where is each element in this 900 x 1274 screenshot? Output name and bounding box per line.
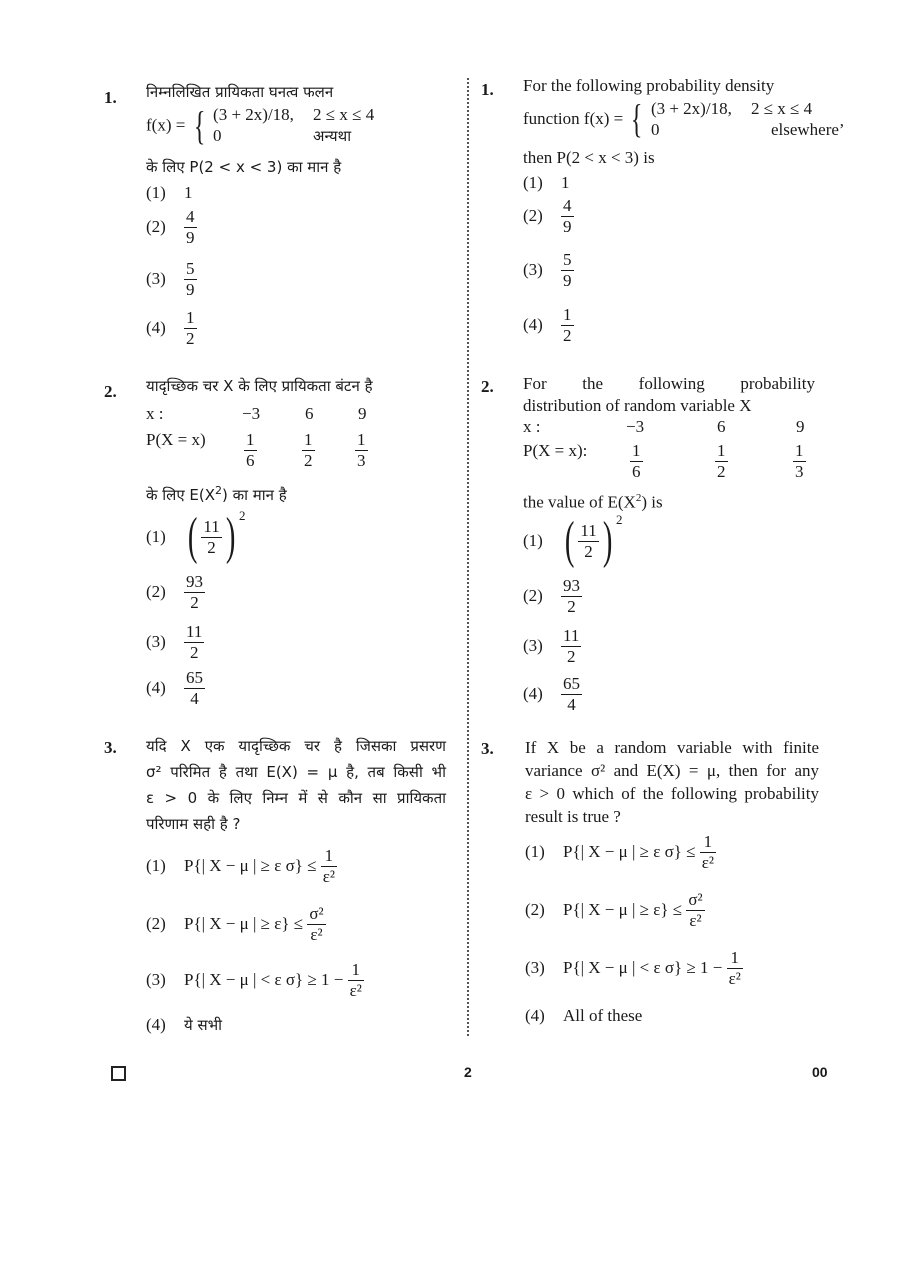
denominator: 2 (563, 325, 572, 345)
question-ask (523, 492, 663, 513)
denominator: 2 (304, 450, 313, 470)
exponent: 2 (616, 512, 623, 527)
case-expression: 0 (213, 126, 222, 145)
option-label: (2) (523, 206, 543, 226)
numerator: 11 (580, 520, 597, 540)
x-value: −3 (626, 417, 645, 436)
case-expression: (3 + 2x)/18, (213, 105, 294, 124)
denominator: ε² (701, 852, 715, 872)
denominator: 3 (357, 450, 366, 470)
question-number: 1. (481, 80, 494, 99)
denominator: ε² (728, 968, 741, 988)
option-expression: P{| X − μ | ≥ ε} ≤ (563, 900, 683, 920)
option-label: (1) (146, 183, 166, 202)
denominator: 2 (186, 328, 195, 348)
option-label: (3) (146, 970, 166, 990)
numerator: 1 (186, 308, 195, 327)
option-label: (1) (146, 527, 166, 546)
denominator: 2 (561, 646, 581, 667)
question-line: यदि X एक यादृच्छिक चर है जिसका प्रसरण (146, 737, 446, 755)
option-2 (146, 572, 205, 612)
option-label: (3) (146, 269, 166, 289)
numerator: 1 (730, 948, 739, 967)
denominator: 2 (184, 592, 205, 613)
left-paren-icon: ( (187, 508, 198, 565)
denominator: 2 (201, 537, 221, 558)
question-ask (146, 484, 287, 505)
question-line: ε > 0 which of the following probability (525, 784, 819, 803)
numerator: 93 (186, 572, 203, 591)
denominator: 3 (795, 461, 804, 481)
question-line: परिणाम सही है ? (146, 815, 241, 833)
exponent: 2 (215, 484, 223, 497)
denominator: ε² (322, 866, 336, 886)
denominator: 4 (184, 688, 205, 709)
option-3 (523, 626, 581, 666)
option-expression: P{| X − μ | < ε σ} ≥ 1 − (184, 970, 344, 990)
denominator: 2 (561, 596, 582, 617)
numerator: 1 (795, 441, 804, 460)
denominator: ε² (686, 910, 704, 931)
option-4 (523, 305, 574, 345)
numerator: 11 (186, 622, 203, 641)
option-4 (523, 674, 582, 714)
function-label: f(x) = (146, 115, 186, 135)
question-number: 1. (104, 88, 117, 107)
case-expression: 0 (650, 120, 660, 139)
numerator: 11 (563, 626, 580, 645)
question-ask: के लिए P(2 < x < 3) का मान है (146, 158, 342, 176)
question-text (146, 733, 446, 837)
function-label: function f(x) = (523, 109, 624, 128)
denominator: 6 (246, 450, 255, 470)
option-1 (525, 832, 716, 872)
option-label: (4) (146, 1015, 166, 1034)
probability-value (244, 430, 257, 470)
denominator: 9 (186, 227, 195, 247)
question-text (525, 736, 819, 828)
denominator: ε² (349, 980, 362, 1000)
probability-value (355, 430, 368, 470)
probability-value (302, 430, 315, 470)
denominator: ε² (307, 924, 325, 945)
question-text: निम्नलिखित प्रायिकता घनत्व फलन (146, 83, 334, 101)
question-line: If X be a random variable with finite (525, 738, 819, 757)
numerator: 65 (186, 668, 203, 687)
numerator: 1 (304, 430, 313, 449)
option-3 (146, 259, 197, 299)
question-text: यादृच्छिक चर X के लिए प्रायिकता बंटन है (146, 377, 373, 395)
probability-value (630, 441, 643, 481)
probability-value (793, 441, 806, 481)
denominator: 4 (561, 694, 582, 715)
option-2 (523, 576, 582, 616)
numerator: 93 (563, 576, 580, 595)
page-number: 2 (464, 1064, 472, 1080)
option-label: (1) (146, 856, 166, 876)
denominator: 2 (578, 541, 598, 562)
option-3 (146, 622, 204, 662)
ask-text: के लिए E(X (146, 486, 216, 504)
option-label: (4) (523, 315, 543, 335)
numerator: 1 (717, 441, 726, 460)
option-4 (146, 668, 205, 708)
denominator: 9 (563, 270, 572, 290)
numerator: 4 (186, 207, 195, 226)
option-label: (4) (146, 678, 166, 698)
numerator: 5 (563, 250, 572, 269)
numerator: 1 (563, 305, 572, 324)
option-value: All of these (563, 1006, 643, 1025)
booklet-code: 00 (812, 1064, 828, 1080)
option-1 (146, 183, 193, 203)
option-2 (523, 196, 574, 236)
numerator: 4 (563, 196, 572, 215)
option-value: ये सभी (184, 1016, 223, 1034)
pdf-definition (523, 98, 845, 140)
numerator: σ² (688, 890, 703, 909)
option-2 (525, 890, 705, 930)
numerator: 65 (563, 674, 580, 693)
question-ask: then P(2 < x < 3) is (523, 148, 655, 167)
question-line: ε > 0 के लिए निम्न में से कौन सा प्रायिकता (146, 789, 446, 807)
case-condition: 2 ≤ x ≤ 4 (750, 99, 813, 118)
option-label: (2) (146, 217, 166, 237)
option-label: (3) (523, 636, 543, 656)
option-2 (146, 207, 197, 247)
numerator: 1 (246, 430, 255, 449)
pdf-definition (146, 104, 374, 147)
left-paren-icon: ( (564, 512, 575, 569)
question-text: distribution of random variable X (523, 396, 752, 415)
option-3 (523, 250, 574, 290)
case-expression: (3 + 2x)/18, (650, 99, 732, 118)
option-label: (4) (146, 318, 166, 338)
ask-text: ) का मान है (222, 486, 287, 504)
option-expression: P{| X − μ | ≥ ε σ} ≤ (184, 856, 317, 876)
probability-label: P(X = x) (146, 430, 206, 449)
square-marker-icon (111, 1066, 126, 1081)
option-label: (2) (146, 582, 166, 602)
option-expression: P{| X − μ | ≥ ε} ≤ (184, 914, 304, 934)
brace-icon: { (193, 102, 205, 148)
option-label: (2) (523, 586, 543, 606)
right-paren-icon: ) (225, 508, 236, 565)
option-value: 1 (561, 173, 570, 192)
option-4 (146, 1015, 222, 1035)
case-condition: elsewhere’ (770, 120, 845, 139)
option-4 (146, 308, 197, 348)
option-expression: P{| X − μ | < ε σ} ≥ 1 − (563, 958, 723, 978)
denominator: 9 (563, 216, 572, 236)
x-label: x : (146, 404, 164, 423)
brace-icon: { (631, 96, 643, 141)
option-label: (4) (523, 684, 543, 704)
question-number: 3. (481, 739, 494, 758)
option-3 (525, 948, 743, 988)
right-paren-icon: ) (602, 512, 613, 569)
question-text: For the following probability (523, 374, 815, 393)
option-4 (525, 1006, 642, 1026)
denominator: 2 (717, 461, 726, 481)
denominator: 6 (632, 461, 641, 481)
case-condition: 2 ≤ x ≤ 4 (313, 105, 375, 124)
option-1 (146, 846, 337, 886)
numerator: 1 (351, 960, 360, 979)
option-value: 1 (184, 183, 193, 202)
denominator: 9 (186, 279, 195, 299)
x-value: 6 (717, 417, 726, 436)
option-label: (4) (525, 1006, 545, 1025)
numerator: 5 (186, 259, 195, 278)
exponent: 2 (635, 492, 642, 504)
option-label: (1) (523, 173, 543, 192)
option-label: (1) (523, 531, 543, 550)
option-1 (523, 173, 570, 193)
numerator: 1 (357, 430, 366, 449)
option-3 (146, 960, 364, 1000)
question-number: 2. (481, 377, 494, 396)
question-line: result is true ? (525, 807, 621, 826)
ask-text: ) is (641, 492, 663, 512)
probability-label: P(X = x): (523, 441, 588, 460)
numerator: 1 (324, 846, 334, 865)
option-1 (523, 512, 623, 569)
option-label: (3) (523, 260, 543, 280)
numerator: 11 (203, 516, 220, 536)
ask-text: the value of E(X (523, 492, 636, 512)
option-label: (1) (525, 842, 545, 862)
option-expression: P{| X − μ | ≥ ε σ} ≤ (563, 842, 696, 862)
x-label: x : (523, 417, 541, 436)
question-number: 2. (104, 382, 117, 401)
question-text: For the following probability density (523, 76, 775, 95)
question-number: 3. (104, 738, 117, 757)
option-1 (146, 508, 246, 565)
question-line: variance σ² and E(X) = μ, then for any (525, 761, 819, 780)
option-label: (2) (525, 900, 545, 920)
denominator: 2 (184, 642, 204, 663)
x-value: 9 (796, 417, 805, 436)
column-divider (467, 78, 469, 1036)
exponent: 2 (239, 508, 246, 523)
x-value: 6 (305, 404, 314, 423)
option-label: (3) (525, 958, 545, 978)
numerator: 1 (703, 832, 713, 851)
numerator: 1 (632, 441, 641, 460)
case-condition: अन्यथा (313, 127, 352, 145)
x-value: 9 (358, 404, 367, 423)
question-line: σ² परिमित है तथा E(X) = μ है, तब किसी भी (146, 763, 446, 781)
probability-value (715, 441, 728, 481)
option-2 (146, 904, 326, 944)
option-label: (2) (146, 914, 166, 934)
x-value: −3 (242, 404, 261, 423)
numerator: σ² (309, 904, 324, 923)
option-label: (3) (146, 632, 166, 652)
